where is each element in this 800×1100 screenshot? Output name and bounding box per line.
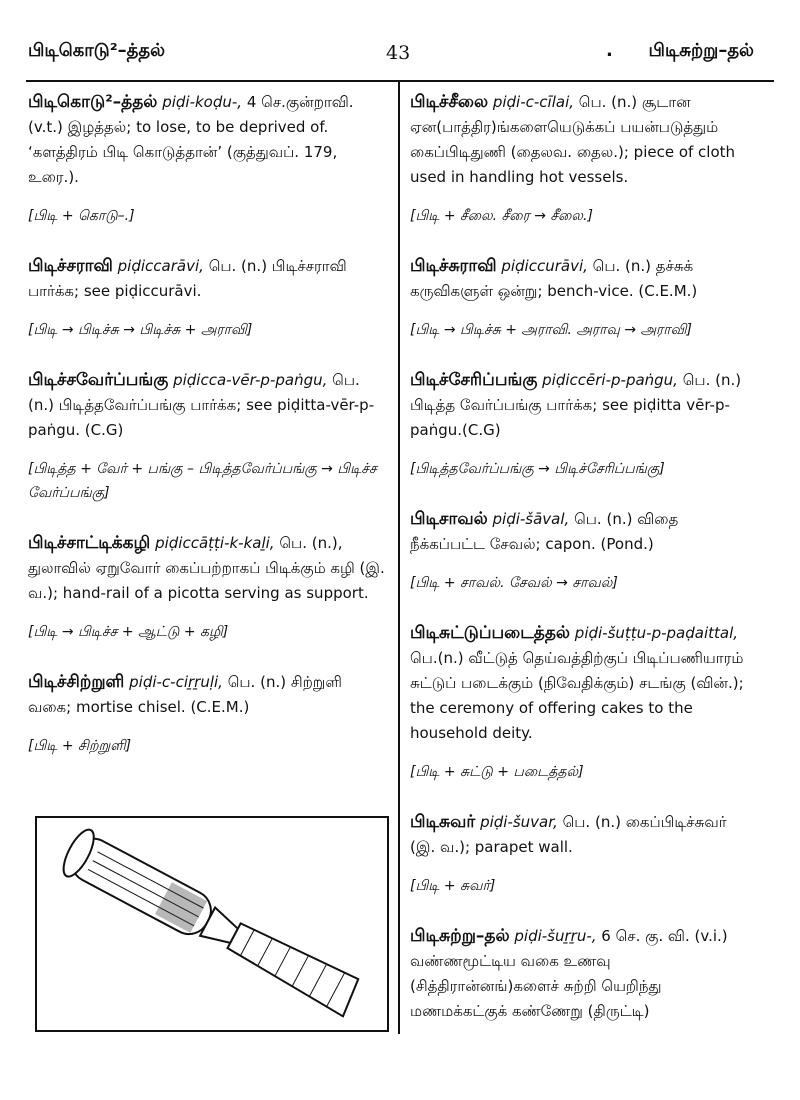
transliteration: piḍicca-vēr-p-paṅgu, <box>173 371 328 389</box>
headword: பிடிச்சீலை <box>410 92 489 112</box>
headword: பிடிச்சாட்டிக்கழி <box>28 533 151 553</box>
entry-definition: பெ. (n.) பிடிச்சராவி பார்க்க; see piḍiccurāvi. <box>28 257 347 300</box>
etymology: [பிடி + சுட்டு + படைத்தல்] <box>410 764 584 780</box>
dictionary-entry <box>410 368 754 443</box>
entry-definition: பெ. (n.) விதை நீக்கப்பட்ட சேவல்; capon. (Pond.) <box>410 510 679 553</box>
transliteration: piḍiccarāvi, <box>117 257 204 275</box>
dictionary-entry <box>410 924 754 1024</box>
transliteration: piḍi-šuṭṭu-p-paḍaittal, <box>574 624 739 642</box>
entry-definition: பெ. (n.) கைப்பிடிச்சுவர் (இ. வ.); parapet wall. <box>410 813 727 856</box>
chisel-blade <box>225 918 362 1016</box>
dictionary-entry <box>410 810 754 860</box>
etymology: [பிடி + சாவல். சேவல் → சாவல்] <box>410 575 618 591</box>
transliteration: piḍi-c-ciṟṟuḷi, <box>129 673 223 691</box>
dictionary-entry <box>410 90 754 190</box>
page-number: 43 <box>386 42 411 64</box>
transliteration: piḍi-šuṟṟu-, <box>514 927 597 945</box>
dictionary-entry <box>28 90 388 190</box>
entry-definition: பெ. (n.) பிடித்தவேர்ப்பங்கு பார்க்க; see piḍitta-vēr-p-paṅgu. (C.G) <box>28 371 375 439</box>
header-rule <box>26 80 774 82</box>
dictionary-entry <box>28 670 388 720</box>
transliteration: piḍi-koḍu-, <box>162 93 243 111</box>
transliteration: piḍiccāṭṭi-k-kaḻi, <box>155 534 275 552</box>
mortise-chisel-illustration <box>35 816 389 1032</box>
headword: பிடிச்சுராவி <box>410 256 497 276</box>
etymology: [பிடி + சுவர்] <box>410 878 496 894</box>
transliteration: piḍi-c-cīlai, <box>492 93 575 111</box>
etymology: [பிடி → பிடிச்சு → பிடிச்சு + அராவி] <box>28 322 253 338</box>
etymology: [பிடி + சிற்றுளி] <box>28 738 132 754</box>
entry-definition: பெ. (n.), துலாவில் ஏறுவோர் கைப்பற்றாகப் பிடிக்கும் கழி (இ. வ.); hand-rail of a picotta serving as support. <box>28 534 385 602</box>
entry-definition: பெ. (n.) பிடித்த வேர்ப்பங்கு பார்க்க; see piḍitta vēr-p-paṅgu.(C.G) <box>410 371 742 439</box>
column-divider <box>398 82 400 1034</box>
transliteration: piḍiccēri-p-paṅgu, <box>542 371 678 389</box>
etymology: [பிடி → பிடிச்சு + அராவி. அராவு → அராவி] <box>410 322 692 338</box>
right-column <box>410 90 754 1024</box>
chisel-drawing <box>37 818 387 1030</box>
etymology: [பிடி → பிடிச்ச + ஆட்டு + கழி] <box>28 624 229 640</box>
header-dot: . <box>606 40 613 61</box>
headword: பிடிசுற்று–தல் <box>410 926 510 946</box>
dictionary-entry <box>28 254 388 304</box>
etymology: [பிடித்த + வேர் + பங்கு – பிடித்தவேர்ப்பங்கு → பிடிச்ச வேர்ப்பங்கு] <box>28 461 377 501</box>
entry-definition: 6 செ. கு. வி. (v.i.) வண்ணமூட்டிய வகை உணவு (சித்திரான்னங்)களைச் சுற்றி யெறிந்து மணமக்கட்குக் கண்ணேறு (திருட்டி) <box>410 927 728 1020</box>
page-header <box>0 0 800 70</box>
etymology: [பிடி + கொடு–.] <box>28 208 135 224</box>
headword: பிடிச்சராவி <box>28 256 113 276</box>
headword: பிடிகொடு²–த்தல் <box>28 92 158 112</box>
headword: பிடிச்சேரிப்பங்கு <box>410 370 538 390</box>
etymology: [பிடித்தவேர்ப்பங்கு → பிடிச்சேரிப்பங்கு] <box>410 461 665 477</box>
left-column <box>28 90 388 758</box>
entry-definition: பெ.(n.) வீட்டுத் தெய்வத்திற்குப் பிடிப்பணியாரம் சுட்டுப் படைக்கும் (நிவேதிக்கும்) சடங்கு (வின்.); the ceremony of offering cakes to the household deity. <box>410 649 744 742</box>
dictionary-entry <box>410 621 754 746</box>
entry-definition: பெ. (n.) தச்சுக் கருவிகளுள் ஒன்று; bench-vice. (C.E.M.) <box>410 257 698 300</box>
dictionary-entry <box>410 507 754 557</box>
header-left-guideword: பிடிகொடு²–த்தல் <box>28 40 166 61</box>
header-right-guideword: பிடிசுற்று–தல் <box>648 40 754 61</box>
transliteration: piḍi-šuvar, <box>480 813 558 831</box>
headword: பிடிசுவர் <box>410 812 476 832</box>
dictionary-entry <box>28 531 388 606</box>
dictionary-entry <box>410 254 754 304</box>
headword: பிடிச்சிற்றுளி <box>28 672 125 692</box>
headword: பிடிசுட்டுப்படைத்தல் <box>410 623 571 643</box>
dictionary-entry <box>28 368 388 443</box>
entry-definition: பெ. (n.) சிற்றுளி வகை; mortise chisel. (C.E.M.) <box>28 673 342 716</box>
entry-definition: 4 செ.குன்றாவி. (v.t.) இழத்தல்; to lose, to be deprived of. ‘களத்திரம் பிடி கொடுத்தான்’ (குத்துவப். 179, உரை.). <box>28 93 354 186</box>
headword: பிடிசாவல் <box>410 509 488 529</box>
transliteration: piḍiccurāvi, <box>501 257 588 275</box>
etymology: [பிடி + சீலை. சீரை → சீலை.] <box>410 208 593 224</box>
headword: பிடிச்சவேர்ப்பங்கு <box>28 370 169 390</box>
transliteration: piḍi-šāval, <box>492 510 570 528</box>
entry-definition: பெ. (n.) சூடான ஏன(பாத்திர)ங்களையெடுக்கப் பயன்படுத்தும் கைப்பிடிதுணி (தைலவ. தைல.); piece of cloth used in handling hot vessels. <box>410 93 736 186</box>
